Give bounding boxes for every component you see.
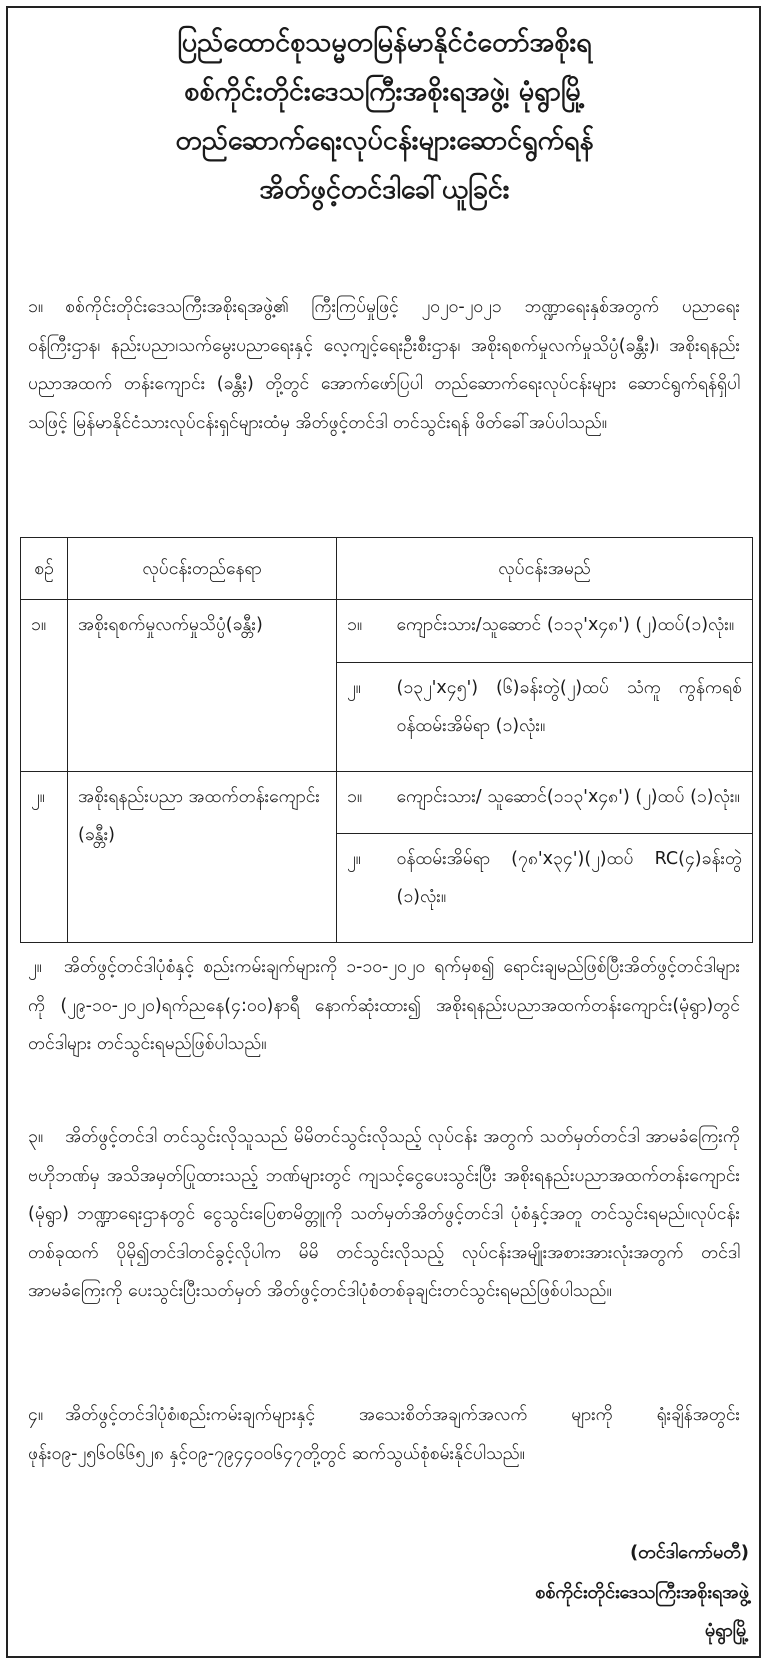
title-line-4: အိတ်ဖွင့်တင်ဒါခေါ်ယူခြင်း bbox=[259, 174, 510, 205]
paragraph-2-number: ၂။ bbox=[28, 957, 42, 977]
item-number: ၁။ bbox=[337, 771, 387, 833]
title-line-2: စစ်ကိုင်းတိုင်းဒေသကြီးအစိုးရအဖွဲ့၊ မုံရွာမြို့ bbox=[184, 76, 585, 107]
title-line-1: ပြည်ထောင်စုသမ္မတမြန်မာနိုင်ငံတော်အစိုးရ bbox=[177, 27, 592, 58]
item-text: ဝန်ထမ်းအိမ်ရာ (၇၈'x၃၄')(၂)ထပ် RC(၄)ခန်းတွဲ (၁)လုံး။ bbox=[387, 834, 753, 943]
paragraph-4-text: အိတ်ဖွင့်တင်ဒါပုံစံ၊စည်းကမ်းချက်များနှင့် အသေးစိတ်အချက်အလက် များကို ရုံးချိန်အတွင်း ဖုန်း၀၉-၂၅၆၀၆၆၅၂၈ နှင့်၀၉-၇၉၄၄၀၀၆၄၇တို့တွင် ဆက်သွယ်စုံစမ်းနိုင်ပါသည်။ bbox=[28, 1405, 740, 1464]
paragraph-4 bbox=[28, 1396, 740, 1473]
paragraph-3-number: ၃။ bbox=[28, 1127, 44, 1147]
row-location: အစိုးရစက်မှုလက်မှုသိပ္ပံ(ခန္တီး) bbox=[68, 600, 337, 771]
title-line-3: တည်ဆောက်ရေးလုပ်ငန်းများဆောင်ရွက်ရန် bbox=[175, 125, 594, 156]
paragraph-3 bbox=[28, 1118, 740, 1311]
table-row bbox=[21, 600, 753, 662]
table-row bbox=[21, 771, 753, 833]
row-serial: ၁။ bbox=[21, 600, 68, 771]
paragraph-2 bbox=[28, 948, 740, 1064]
table-header-row bbox=[21, 538, 753, 600]
header-location: လုပ်ငန်းတည်နေရာ bbox=[68, 538, 337, 600]
item-text: ကျောင်းသား/ သူဆောင်(၁၁၃'x၄၈') (၂)ထပ် (၁)လုံး။ bbox=[387, 771, 753, 833]
notice-title bbox=[20, 18, 749, 214]
paragraph-2-text: အိတ်ဖွင့်တင်ဒါပုံစံနှင့် စည်းကမ်းချက်များကို ၁-၁၀-၂၀၂၀ ရက်မှစ၍ ရောင်းချမည်ဖြစ်ပြီးအိတ်ဖွင့်တင်ဒါများကို (၂၉-၁၀-၂၀၂၀)ရက်ညနေ(၄:၀၀)နာရီ နောက်ဆုံးထား၍ အစိုးရနည်းပညာအထက်တန်းကျောင်း(မုံရွာ)တွင် တင်ဒါများ တင်သွင်းရမည်ဖြစ်ပါသည်။ bbox=[28, 957, 740, 1054]
item-text: (၁၃၂'x၄၅') (၆)ခန်းတွဲ(၂)ထပ် သံကူ ကွန်ကရစ် ဝန်ထမ်းအိမ်ရာ (၁)လုံး။ bbox=[387, 662, 753, 771]
paragraph-1-text: စစ်ကိုင်းတိုင်းဒေသကြီးအစိုးရအဖွဲ့၏ ကြီးကြပ်မှုဖြင့် ၂၀၂၀-၂၀၂၁ ဘဏ္ဍာရေးနှစ်အတွက် ပညာရေးဝန်ကြီးဌာန၊ နည်းပညာ၊သက်မွေးပညာရေးနှင့် လေ့ကျင့်ရေးဦးစီးဌာန၊ အစိုးရစက်မှုလက်မှုသိပ္ပံ(ခန္တီး)၊ အစိုးရနည်းပညာအထက် တန်းကျောင်း (ခန္တီး) တို့တွင် အောက်ဖော်ပြပါ တည်ဆောက်ရေးလုပ်ငန်းများ ဆောင်ရွက်ရန်ရှိပါသဖြင့် မြန်မာနိုင်ငံသားလုပ်ငန်းရှင်များထံမှ အိတ်ဖွင့်တင်ဒါ တင်သွင်းရန် ဖိတ်ခေါ်အပ်ပါသည်။ bbox=[28, 297, 740, 433]
item-text: ကျောင်းသား/သူဆောင် (၁၁၃'x၄၈') (၂)ထပ်(၁)လုံး။ bbox=[387, 600, 753, 662]
header-work-name: လုပ်ငန်းအမည် bbox=[337, 538, 753, 600]
header-serial: စဉ် bbox=[21, 538, 68, 600]
signature-organization: စစ်ကိုင်းတိုင်းဒေသကြီးအစိုးရအဖွဲ့ bbox=[535, 1582, 749, 1603]
row-location: အစိုးရနည်းပညာ အထက်တန်းကျောင်း (ခန္တီး) bbox=[68, 771, 337, 942]
signature-committee: (တင်ဒါကော်မတီ) bbox=[629, 1542, 749, 1563]
paragraph-3-text: အိတ်ဖွင့်တင်ဒါ တင်သွင်းလိုသူသည် မိမိတင်သွင်းလိုသည့် လုပ်ငန်း အတွက် သတ်မှတ်တင်ဒါ အာမခံကြေးကို ဗဟိုဘဏ်မှ အသိအမှတ်ပြုထားသည့် ဘဏ်များတွင် ကျသင့်ငွေပေးသွင်းပြီး အစိုးရနည်းပညာအထက်တန်းကျောင်း (မုံရွာ) ဘဏ္ဍာရေးဌာနတွင် ငွေသွင်းပြေစာမိတ္တူကို သတ်မှတ်အိတ်ဖွင့်တင်ဒါ ပုံစံနှင့်အတူ တင်သွင်းရမည်။လုပ်ငန်းတစ်ခုထက် ပိုမို၍တင်ဒါတင်ခွင့်လိုပါက မိမိ တင်သွင်းလိုသည့် လုပ်ငန်းအမျိုးအစားအားလုံးအတွက် တင်ဒါအာမခံကြေးကို ပေးသွင်းပြီးသတ်မှတ် အိတ်ဖွင့်တင်ဒါပုံစံတစ်ခုချင်းတင်သွင်းရမည်ဖြစ်ပါသည်။ bbox=[28, 1127, 740, 1301]
row-serial: ၂။ bbox=[21, 771, 68, 942]
paragraph-1-number: ၁။ bbox=[28, 297, 44, 317]
signature-town: မုံရွာမြို့ bbox=[704, 1620, 749, 1641]
item-number: ၁။ bbox=[337, 600, 387, 662]
paragraph-1 bbox=[28, 288, 740, 528]
works-table bbox=[20, 537, 753, 943]
paragraph-4-number: ၄။ bbox=[28, 1405, 44, 1425]
item-number: ၂။ bbox=[337, 662, 387, 771]
item-number: ၂။ bbox=[337, 834, 387, 943]
